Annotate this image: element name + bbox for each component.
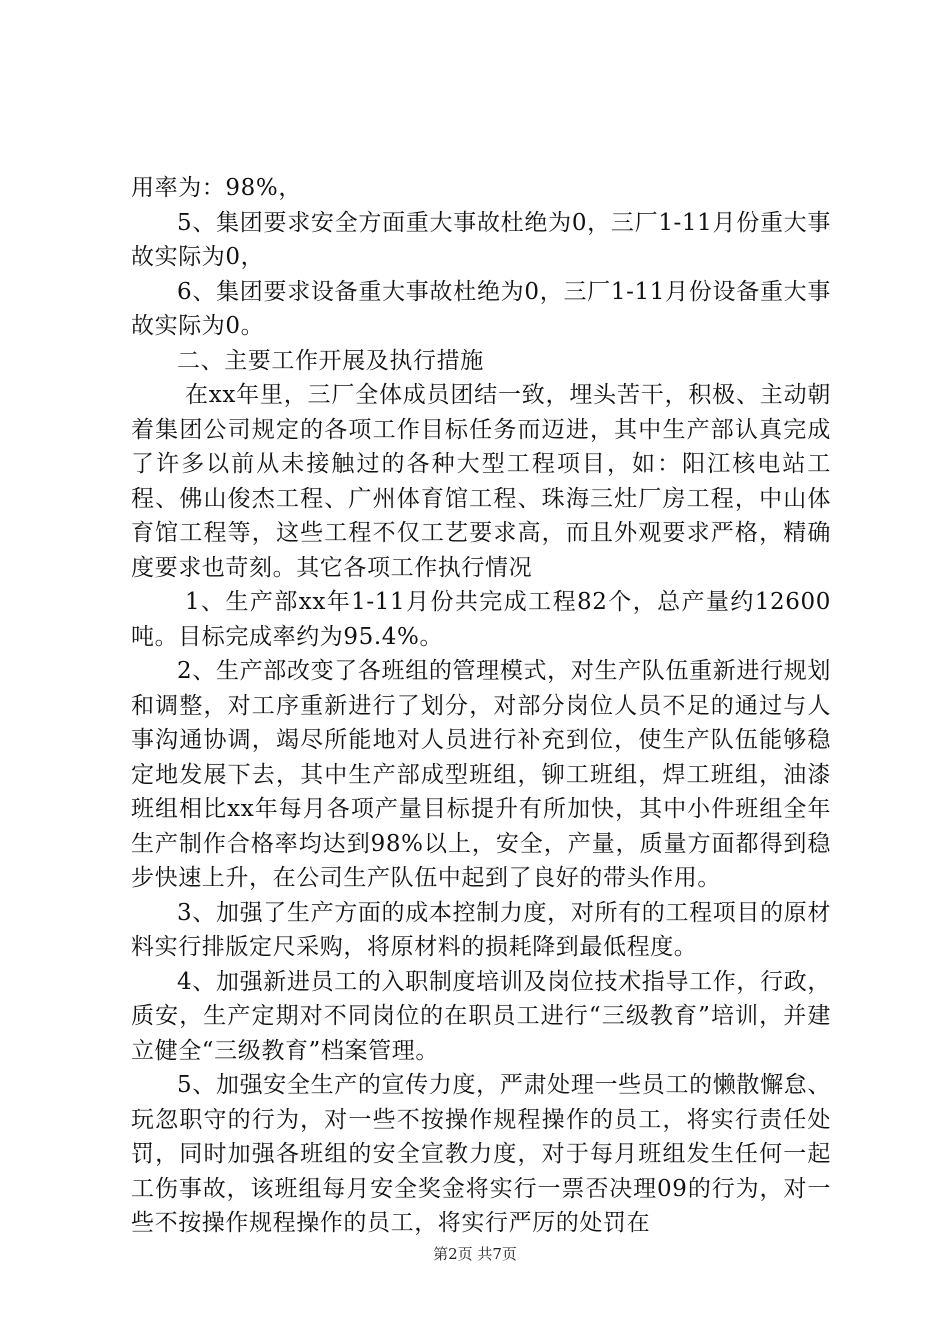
paragraph-overview: 在xx年里，三厂全体成员团结一致，埋头苦干，积极、主动朝着集团公司规定的各项工作目标任务而迈进，其中生产部认真完成了许多以前从未接触过的各种大型工程项目，如：阳江核电站工程、佛山俊杰工程、广州体育馆工程、珠海三灶厂房工程，中山体育馆工程等，这些工程不仅工艺要求高，而且外观要求严格，精确度要求也苛刻。其它各项工作执行情况 (131, 382, 831, 581)
page-number-footer: 第2页 共7页 (433, 1245, 517, 1263)
paragraph-measure-1: 1、生产部xx年1-11月份共完成工程82个，总产量约12600吨。目标完成率约为95.4%。 (131, 589, 831, 650)
paragraph-item-5-safety: 5、集团要求安全方面重大事故杜绝为0，三厂1-11月份重大事故实际为0， (131, 209, 831, 270)
section-heading: 二、主要工作开展及执行措施 (177, 347, 484, 374)
paragraph-item-6-equipment: 6、集团要求设备重大事故杜绝为0，三厂1-11月份设备重大事故实际为0。 (131, 278, 831, 339)
paragraph-measure-4: 4、加强新进员工的入职制度培训及岗位技术指导工作，行政，质安，生产定期对不同岗位的在职员工进行“三级教育”培训，并建立健全“三级教育”档案管理。 (131, 968, 831, 1064)
paragraph-measure-5: 5、加强安全生产的宣传力度，严肃处理一些员工的懒散懈怠、玩忽职守的行为，对一些不按操作规程操作的员工，将实行责任处罚，同时加强各班组的安全宣教力度，对于每月班组发生任何一起工伤事故，该班组每月安全奖金将实行一票否决理09的行为，对一些不按操作规程操作的员工，将实行严厉的处罚在 (131, 1072, 831, 1236)
paragraph-measure-3: 3、加强了生产方面的成本控制力度，对所有的工程项目的原材料实行排版定尺采购，将原材料的损耗降到最低程度。 (131, 899, 831, 960)
paragraph-continuation: 用率为：98%， (131, 175, 302, 201)
paragraph-measure-2: 2、生产部改变了各班组的管理模式，对生产队伍重新进行规划和调整，对工序重新进行了划分，对部分岗位人员不足的通过与人事沟通协调，竭尽所能地对人员进行补充到位，使生产队伍能够稳定地发展下去，其中生产部成型班组，铆工班组，焊工班组，油漆班组相比xx年每月各项产量目标提升有所加快，其中小件班组全年生产制作合格率均达到98%以上，安全，产量，质量方面都得到稳步快速上升，在公司生产队伍中起到了良好的带头作用。 (131, 658, 831, 891)
document-body (131, 171, 831, 1241)
